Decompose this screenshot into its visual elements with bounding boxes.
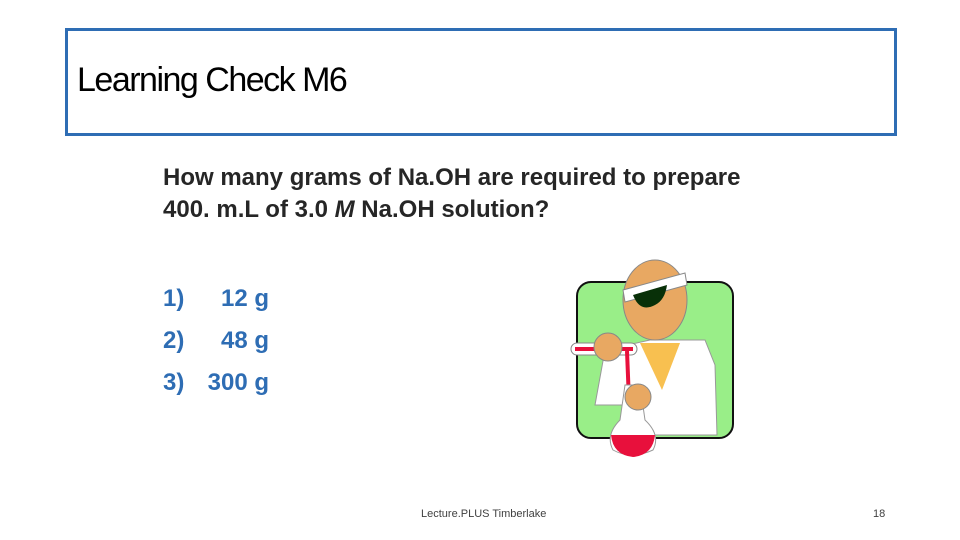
title-box	[65, 28, 897, 136]
question-text	[163, 162, 741, 226]
molarity-symbol: M	[334, 196, 355, 223]
answer-options	[163, 278, 269, 404]
option-value: 48 g	[220, 327, 269, 354]
option-number: 3)	[163, 369, 185, 396]
page-number: 18	[873, 508, 886, 520]
chemist-clipart	[565, 255, 745, 465]
slide-title: Learning Check M6	[77, 61, 347, 99]
option-number: 2)	[163, 327, 185, 354]
question-line-2-post: Na.OH solution?	[354, 196, 550, 223]
option-number: 1)	[163, 285, 185, 312]
option-value: 12 g	[220, 285, 269, 312]
question-line-2-pre: 400. m.L of 3.0	[163, 196, 335, 223]
question-line-2	[163, 194, 741, 226]
question-line-1: How many grams of Na.OH are required to prepare	[163, 164, 741, 191]
option-2	[163, 320, 269, 362]
option-1	[163, 278, 269, 320]
option-3	[163, 362, 269, 404]
option-value: 300 g	[207, 369, 269, 396]
footer-text: Lecture.PLUS Timberlake	[421, 508, 547, 520]
